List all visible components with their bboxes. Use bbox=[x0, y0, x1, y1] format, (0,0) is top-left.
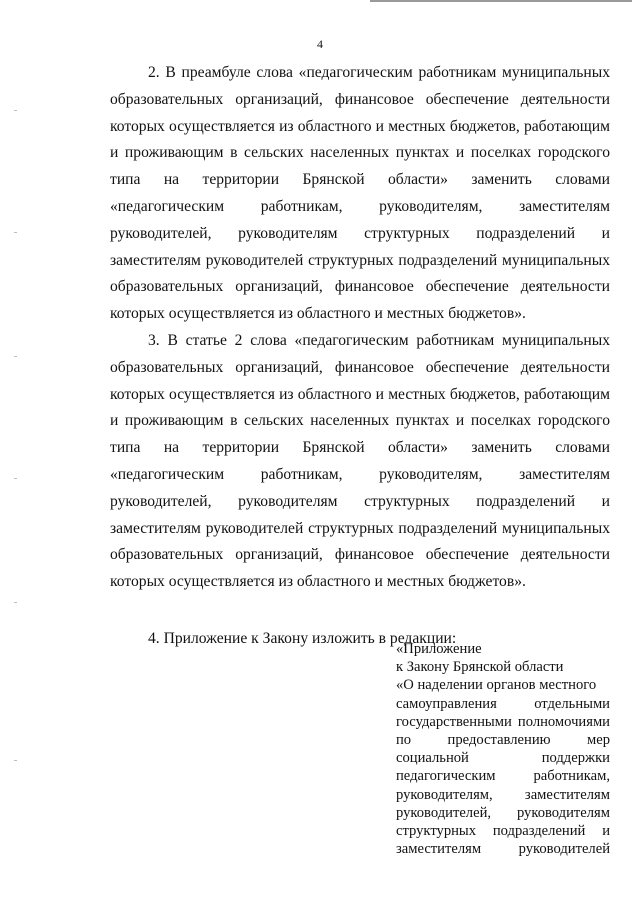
annex-title-line: руководителей, руководителям bbox=[396, 804, 610, 821]
annex-heading: «Приложение bbox=[396, 641, 482, 657]
paragraph-item-2: 2. В преамбуле слова «педагогическим работникам муниципальных образовательных организаций, финансовое обеспечение деятельности которых осуществляется из областного и местных бюджетов, работающим и проживающим в сельских населенных пунктах и поселках городского типа на территории Брянской области» заменить словами «педагогическим работникам, руководителям, заместителям руководителей, руководителям структурных подразделений и заместителям руководителей структурных подразделений муниципальных образовательных организаций, финансовое обеспечение деятельности которых осуществляется из областного и местных бюджетов». bbox=[110, 64, 610, 323]
annex-title-line: социальной поддержки bbox=[396, 750, 610, 767]
document-body bbox=[110, 60, 610, 653]
annex-header-block bbox=[396, 640, 610, 858]
annex-title-line: руководителям, заместителям bbox=[396, 786, 610, 803]
annex-title-line: самоуправления отдельными bbox=[396, 695, 610, 712]
scan-margin-mark bbox=[14, 478, 17, 479]
scan-margin-mark bbox=[14, 356, 17, 357]
scan-margin-mark bbox=[14, 110, 17, 111]
annex-subheading: к Закону Брянской области bbox=[396, 659, 564, 676]
annex-title-line: заместителям руководителей bbox=[396, 841, 610, 858]
annex-title-line: по предоставлению мер bbox=[396, 732, 610, 749]
paragraph-item-3: 3. В статье 2 слова «педагогическим работникам муниципальных образовательных организаций, финансовое обеспечение деятельности которых осуществляется из областного и местных бюджетов, работающим и проживающим в сельских населенных пунктах и поселках городского типа на территории Брянской области» заменить словами «педагогическим работникам, руководителям, заместителям руководителей, руководителям структурных подразделений и заместителям руководителей структурных подразделений муниципальных образовательных организаций, финансовое обеспечение деятельности которых осуществляется из областного и местных бюджетов». bbox=[110, 331, 610, 591]
paragraph-item-4: 4. Приложение к Закону изложить в редакции: bbox=[148, 629, 457, 647]
annex-title-line: структурных подразделений и bbox=[396, 823, 610, 840]
annex-title-line: педагогическим работникам, bbox=[396, 768, 610, 785]
page-number: 4 bbox=[317, 37, 323, 51]
annex-title-line: государственными полномочиями bbox=[396, 713, 610, 730]
scan-margin-mark bbox=[14, 232, 17, 233]
top-scan-rule bbox=[370, 0, 632, 2]
annex-title-line: «О наделении органов местного bbox=[396, 677, 597, 694]
scan-margin-mark bbox=[14, 760, 17, 761]
scan-margin-mark bbox=[14, 602, 17, 603]
